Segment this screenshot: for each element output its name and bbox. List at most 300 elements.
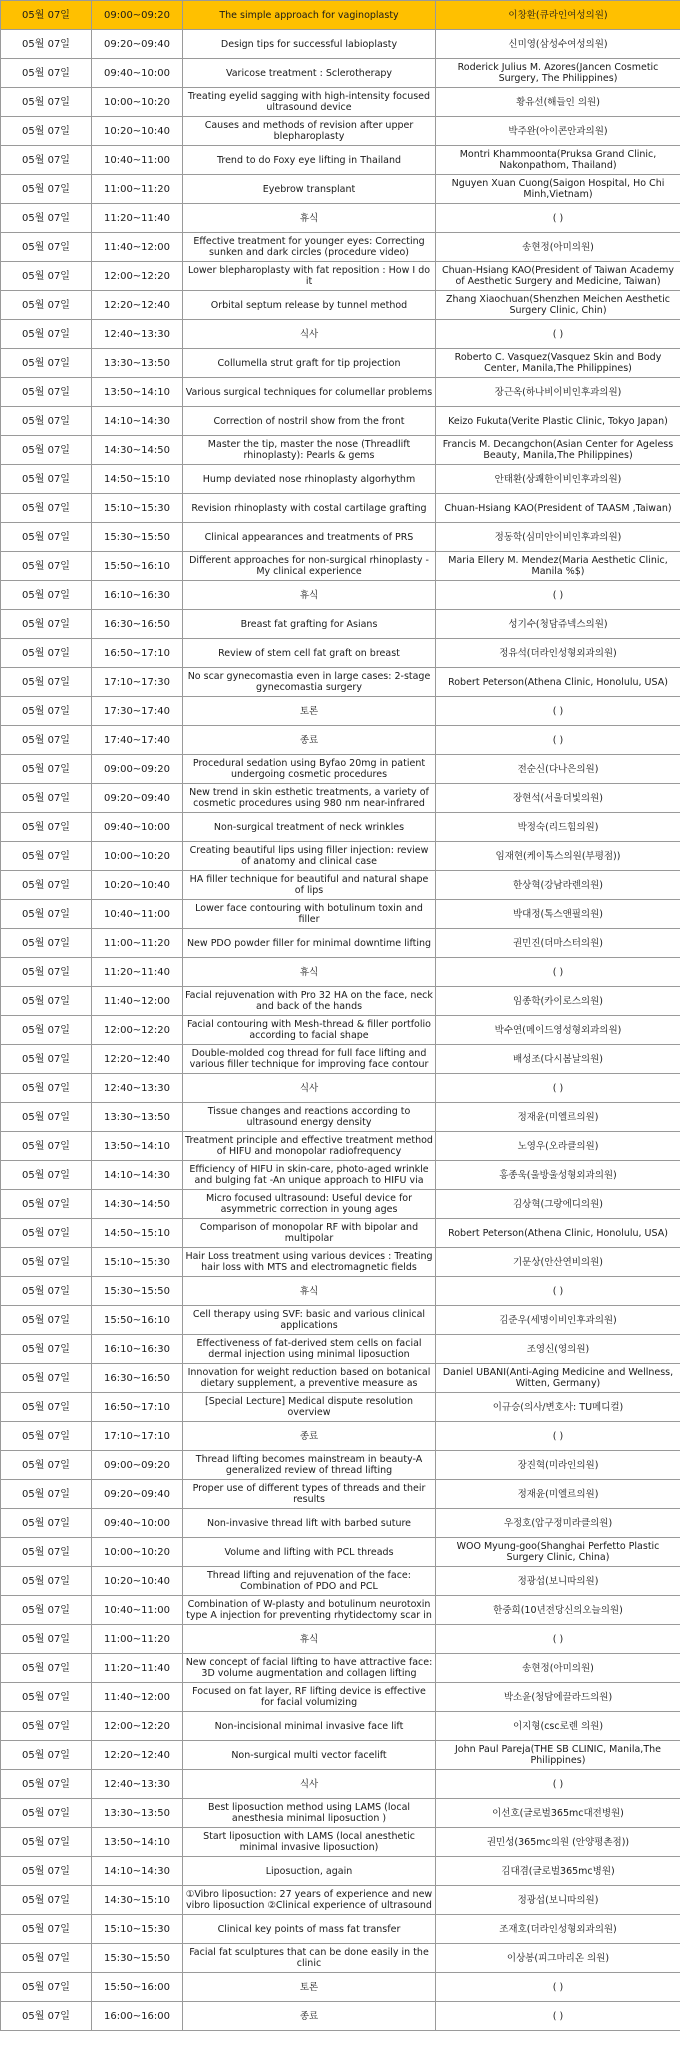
table-row — [1, 1944, 680, 1973]
date-cell: 05월 07일 — [1, 1219, 92, 1248]
date-cell: 05월 07일 — [1, 523, 92, 552]
title-cell: 종료 — [183, 2002, 436, 2031]
speaker-cell: Robert Peterson(Athena Clinic, Honolulu, USA) — [436, 1219, 680, 1248]
speaker-cell: Keizo Fukuta(Verite Plastic Clinic, Tokyo Japan) — [436, 407, 680, 436]
table-row — [1, 1161, 680, 1190]
table-row — [1, 900, 680, 929]
time-cell: 14:30~14:50 — [92, 1190, 183, 1219]
speaker-cell: ( ) — [436, 726, 680, 755]
table-row — [1, 291, 680, 320]
speaker-cell: 이상봉(피그마리온 의원) — [436, 1944, 680, 1973]
title-cell: ①Vibro liposuction: 27 years of experience and new vibro liposuction ②Clinical experience of ultrasound — [183, 1886, 436, 1915]
date-cell: 05월 07일 — [1, 1944, 92, 1973]
table-row — [1, 581, 680, 610]
date-cell: 05월 07일 — [1, 436, 92, 465]
date-cell: 05월 07일 — [1, 1016, 92, 1045]
speaker-cell: 박대정(톡스앤필의원) — [436, 900, 680, 929]
title-cell: New PDO powder filler for minimal downtime lifting — [183, 929, 436, 958]
title-cell: Comparison of monopolar RF with bipolar and multipolar — [183, 1219, 436, 1248]
date-cell: 05월 07일 — [1, 1538, 92, 1567]
time-cell: 15:50~16:00 — [92, 1973, 183, 2002]
date-cell: 05월 07일 — [1, 465, 92, 494]
time-cell: 15:30~15:50 — [92, 1277, 183, 1306]
time-cell: 13:50~14:10 — [92, 1132, 183, 1161]
time-cell: 16:10~16:30 — [92, 581, 183, 610]
speaker-cell: John Paul Pareja(THE SB CLINIC, Manila,The Philippines) — [436, 1741, 680, 1770]
title-cell: Orbital septum release by tunnel method — [183, 291, 436, 320]
date-cell: 05월 07일 — [1, 1393, 92, 1422]
speaker-cell: 장진혁(미라인의원) — [436, 1451, 680, 1480]
time-cell: 11:00~11:20 — [92, 1625, 183, 1654]
title-cell: Efficiency of HIFU in skin-care, photo-aged wrinkle and bulging fat -An unique approach to HIFU via — [183, 1161, 436, 1190]
date-cell: 05월 07일 — [1, 1857, 92, 1886]
table-row — [1, 639, 680, 668]
table-row — [1, 320, 680, 349]
date-cell: 05월 07일 — [1, 1161, 92, 1190]
date-cell: 05월 07일 — [1, 1683, 92, 1712]
time-cell: 17:10~17:10 — [92, 1422, 183, 1451]
time-cell: 09:00~09:20 — [92, 1451, 183, 1480]
speaker-cell: 이지형(csc로렌 의원) — [436, 1712, 680, 1741]
speaker-cell: 기문상(안산연비의원) — [436, 1248, 680, 1277]
speaker-cell: 박소윤(청담에끌라드의원) — [436, 1683, 680, 1712]
table-row — [1, 233, 680, 262]
title-cell: Proper use of different types of threads and their results — [183, 1480, 436, 1509]
date-cell: 05월 07일 — [1, 958, 92, 987]
speaker-cell: 박주완(아이콘안과의원) — [436, 117, 680, 146]
speaker-cell: Daniel UBANI(Anti-Aging Medicine and Wellness, Witten, Germany) — [436, 1364, 680, 1393]
time-cell: 11:00~11:20 — [92, 175, 183, 204]
table-row — [1, 175, 680, 204]
time-cell: 12:40~13:30 — [92, 1770, 183, 1799]
time-cell: 11:00~11:20 — [92, 929, 183, 958]
speaker-cell: 김상혁(그랑에디의원) — [436, 1190, 680, 1219]
date-cell: 05월 07일 — [1, 813, 92, 842]
date-cell: 05월 07일 — [1, 1132, 92, 1161]
time-cell: 13:30~13:50 — [92, 1799, 183, 1828]
table-row — [1, 929, 680, 958]
table-row — [1, 668, 680, 697]
time-cell: 12:20~12:40 — [92, 1045, 183, 1074]
title-cell: HA filler technique for beautiful and natural shape of lips — [183, 871, 436, 900]
table-row — [1, 1103, 680, 1132]
time-cell: 16:30~16:50 — [92, 610, 183, 639]
table-row — [1, 1045, 680, 1074]
table-row — [1, 1857, 680, 1886]
time-cell: 09:00~09:20 — [92, 755, 183, 784]
date-cell: 05월 07일 — [1, 2002, 92, 2031]
table-row — [1, 1712, 680, 1741]
speaker-cell: 송현정(아미의원) — [436, 233, 680, 262]
time-cell: 09:00~09:20 — [92, 1, 183, 30]
speaker-cell: Roderick Julius M. Azores(Jancen Cosmetic Surgery, The Philippines) — [436, 59, 680, 88]
title-cell: Review of stem cell fat graft on breast — [183, 639, 436, 668]
date-cell: 05월 07일 — [1, 1915, 92, 1944]
date-cell: 05월 07일 — [1, 117, 92, 146]
table-row — [1, 784, 680, 813]
table-row — [1, 1973, 680, 2002]
date-cell: 05월 07일 — [1, 175, 92, 204]
table-row — [1, 1596, 680, 1625]
title-cell: Hair Loss treatment using various devices : Treating hair loss with MTS and electromagnetic fields — [183, 1248, 436, 1277]
speaker-cell: ( ) — [436, 958, 680, 987]
date-cell: 05월 07일 — [1, 784, 92, 813]
date-cell: 05월 07일 — [1, 581, 92, 610]
date-cell: 05월 07일 — [1, 552, 92, 581]
time-cell: 09:40~10:00 — [92, 1509, 183, 1538]
title-cell: Facial rejuvenation with Pro 32 HA on the face, neck and back of the hands — [183, 987, 436, 1016]
title-cell: Effectiveness of fat-derived stem cells on facial dermal injection using minimal liposuction — [183, 1335, 436, 1364]
date-cell: 05월 07일 — [1, 1422, 92, 1451]
speaker-cell: 김준우(세명이비인후과의원) — [436, 1306, 680, 1335]
speaker-cell: WOO Myung-goo(Shanghai Perfetto Plastic Surgery Clinic, China) — [436, 1538, 680, 1567]
speaker-cell: 한중희(10년전당신의오늘의원) — [436, 1596, 680, 1625]
speaker-cell: 이규승(의사/변호사: TU메디컬) — [436, 1393, 680, 1422]
table-row — [1, 1219, 680, 1248]
table-row — [1, 1451, 680, 1480]
title-cell: 휴식 — [183, 581, 436, 610]
time-cell: 13:30~13:50 — [92, 349, 183, 378]
speaker-cell: 홍종욱(울방울성형외과의원) — [436, 1161, 680, 1190]
date-cell: 05월 07일 — [1, 1625, 92, 1654]
time-cell: 15:30~15:50 — [92, 1944, 183, 1973]
date-cell: 05월 07일 — [1, 900, 92, 929]
title-cell: 식사 — [183, 1074, 436, 1103]
table-row — [1, 407, 680, 436]
table-row — [1, 30, 680, 59]
speaker-cell: 안태환(상쾌한이비인후과의원) — [436, 465, 680, 494]
time-cell: 14:30~15:10 — [92, 1886, 183, 1915]
date-cell: 05월 07일 — [1, 88, 92, 117]
speaker-cell: 임재현(케이톡스의원(부평점)) — [436, 842, 680, 871]
date-cell: 05월 07일 — [1, 1451, 92, 1480]
table-row — [1, 465, 680, 494]
time-cell: 17:30~17:40 — [92, 697, 183, 726]
time-cell: 13:30~13:50 — [92, 1103, 183, 1132]
title-cell: Effective treatment for younger eyes: Correcting sunken and dark circles (procedure video) — [183, 233, 436, 262]
date-cell: 05월 07일 — [1, 639, 92, 668]
table-row — [1, 1509, 680, 1538]
time-cell: 14:10~14:30 — [92, 1161, 183, 1190]
date-cell: 05월 07일 — [1, 204, 92, 233]
speaker-cell: 우정호(압구정미라클의원) — [436, 1509, 680, 1538]
date-cell: 05월 07일 — [1, 668, 92, 697]
title-cell: Volume and lifting with PCL threads — [183, 1538, 436, 1567]
table-row — [1, 552, 680, 581]
time-cell: 11:20~11:40 — [92, 1654, 183, 1683]
time-cell: 10:40~11:00 — [92, 1596, 183, 1625]
speaker-cell: ( ) — [436, 320, 680, 349]
time-cell: 12:00~12:20 — [92, 1016, 183, 1045]
title-cell: Non-surgical multi vector facelift — [183, 1741, 436, 1770]
title-cell: Eyebrow transplant — [183, 175, 436, 204]
date-cell: 05월 07일 — [1, 233, 92, 262]
time-cell: 12:00~12:20 — [92, 262, 183, 291]
title-cell: 종료 — [183, 726, 436, 755]
speaker-cell: 정광섭(보니따의원) — [436, 1567, 680, 1596]
title-cell: Lower blepharoplasty with fat reposition : How I do it — [183, 262, 436, 291]
table-row — [1, 262, 680, 291]
time-cell: 10:40~11:00 — [92, 146, 183, 175]
title-cell: 휴식 — [183, 1277, 436, 1306]
title-cell: Breast fat grafting for Asians — [183, 610, 436, 639]
title-cell: 식사 — [183, 1770, 436, 1799]
time-cell: 09:40~10:00 — [92, 59, 183, 88]
time-cell: 17:10~17:30 — [92, 668, 183, 697]
title-cell: 휴식 — [183, 958, 436, 987]
time-cell: 14:10~14:30 — [92, 1857, 183, 1886]
speaker-cell: 정유석(더라인성형외과의원) — [436, 639, 680, 668]
time-cell: 15:50~16:10 — [92, 552, 183, 581]
table-row — [1, 1683, 680, 1712]
title-cell: Best liposuction method using LAMS (local anesthesia minimal liposuction ) — [183, 1799, 436, 1828]
time-cell: 10:00~10:20 — [92, 1538, 183, 1567]
speaker-cell: 조영신(영의원) — [436, 1335, 680, 1364]
date-cell: 05월 07일 — [1, 842, 92, 871]
time-cell: 14:10~14:30 — [92, 407, 183, 436]
time-cell: 10:20~10:40 — [92, 117, 183, 146]
table-row — [1, 1335, 680, 1364]
date-cell: 05월 07일 — [1, 987, 92, 1016]
speaker-cell: 김대겸(글로벌365mc병원) — [436, 1857, 680, 1886]
time-cell: 09:20~09:40 — [92, 1480, 183, 1509]
table-row — [1, 1364, 680, 1393]
table-row — [1, 1654, 680, 1683]
date-cell: 05월 07일 — [1, 1770, 92, 1799]
date-cell: 05월 07일 — [1, 1248, 92, 1277]
table-row — [1, 117, 680, 146]
table-row — [1, 59, 680, 88]
speaker-cell: 노영우(오라클의원) — [436, 1132, 680, 1161]
table-row — [1, 1799, 680, 1828]
speaker-cell: ( ) — [436, 1422, 680, 1451]
speaker-cell: 권민성(365mc의원 (안양평촌점)) — [436, 1828, 680, 1857]
title-cell: Various surgical techniques for columellar problems — [183, 378, 436, 407]
time-cell: 16:00~16:00 — [92, 2002, 183, 2031]
title-cell: Revision rhinoplasty with costal cartilage grafting — [183, 494, 436, 523]
schedule-body — [1, 1, 680, 2031]
date-cell: 05월 07일 — [1, 929, 92, 958]
speaker-cell: 전순신(다나은의원) — [436, 755, 680, 784]
speaker-cell: ( ) — [436, 1770, 680, 1799]
speaker-cell: Maria Ellery M. Mendez(Maria Aesthetic Clinic, Manila %$) — [436, 552, 680, 581]
speaker-cell: Chuan-Hsiang KAO(President of Taiwan Academy of Aesthetic Surgery and Medicine, Taiwan) — [436, 262, 680, 291]
table-row — [1, 1393, 680, 1422]
table-row — [1, 1886, 680, 1915]
table-row — [1, 1741, 680, 1770]
time-cell: 15:30~15:50 — [92, 523, 183, 552]
speaker-cell: 이창환(큐라인여성의원) — [436, 1, 680, 30]
table-row — [1, 1915, 680, 1944]
date-cell: 05월 07일 — [1, 610, 92, 639]
title-cell: Treating eyelid sagging with high-intensity focused ultrasound device — [183, 88, 436, 117]
time-cell: 11:40~12:00 — [92, 987, 183, 1016]
time-cell: 16:10~16:30 — [92, 1335, 183, 1364]
speaker-cell: ( ) — [436, 1074, 680, 1103]
title-cell: Thread lifting becomes mainstream in beauty-A generalized review of thread lifting — [183, 1451, 436, 1480]
title-cell: Clinical appearances and treatments of PRS — [183, 523, 436, 552]
time-cell: 09:20~09:40 — [92, 30, 183, 59]
date-cell: 05월 07일 — [1, 146, 92, 175]
title-cell: Combination of W-plasty and botulinum neurotoxin type A injection for preventing rhytidectomy scar in — [183, 1596, 436, 1625]
title-cell: Master the tip, master the nose (Threadlift rhinoplasty): Pearls & gems — [183, 436, 436, 465]
speaker-cell: ( ) — [436, 1973, 680, 2002]
time-cell: 11:40~12:00 — [92, 1683, 183, 1712]
date-cell: 05월 07일 — [1, 755, 92, 784]
time-cell: 13:50~14:10 — [92, 378, 183, 407]
title-cell: Hump deviated nose rhinoplasty algorhythm — [183, 465, 436, 494]
title-cell: Procedural sedation using Byfao 20mg in patient undergoing cosmetic procedures — [183, 755, 436, 784]
time-cell: 10:40~11:00 — [92, 900, 183, 929]
speaker-cell: 한상혁(강남라렌의원) — [436, 871, 680, 900]
date-cell: 05월 07일 — [1, 494, 92, 523]
speaker-cell: 임종학(카이로스의원) — [436, 987, 680, 1016]
date-cell: 05월 07일 — [1, 349, 92, 378]
time-cell: 16:50~17:10 — [92, 1393, 183, 1422]
date-cell: 05월 07일 — [1, 1074, 92, 1103]
date-cell: 05월 07일 — [1, 1828, 92, 1857]
table-row — [1, 1277, 680, 1306]
date-cell: 05월 07일 — [1, 1190, 92, 1219]
table-row — [1, 842, 680, 871]
speaker-cell: ( ) — [436, 697, 680, 726]
date-cell: 05월 07일 — [1, 407, 92, 436]
speaker-cell: 정광섭(보니따의원) — [436, 1886, 680, 1915]
speaker-cell: ( ) — [436, 1625, 680, 1654]
speaker-cell: 권민진(더마스터의원) — [436, 929, 680, 958]
date-cell: 05월 07일 — [1, 726, 92, 755]
table-row — [1, 755, 680, 784]
title-cell: Tissue changes and reactions according to ultrasound energy density — [183, 1103, 436, 1132]
table-row — [1, 958, 680, 987]
title-cell: New concept of facial lifting to have attractive face: 3D volume augmentation and collagen lifting — [183, 1654, 436, 1683]
time-cell: 10:20~10:40 — [92, 1567, 183, 1596]
date-cell: 05월 07일 — [1, 1509, 92, 1538]
title-cell: Double-molded cog thread for full face lifting and various filler technique for improving face contour — [183, 1045, 436, 1074]
date-cell: 05월 07일 — [1, 871, 92, 900]
speaker-cell: Montri Khammoonta(Pruksa Grand Clinic, Nakonpathom, Thailand) — [436, 146, 680, 175]
title-cell: Varicose treatment : Sclerotherapy — [183, 59, 436, 88]
table-row — [1, 1248, 680, 1277]
table-row — [1, 1828, 680, 1857]
time-cell: 12:40~13:30 — [92, 1074, 183, 1103]
date-cell: 05월 07일 — [1, 1741, 92, 1770]
time-cell: 14:50~15:10 — [92, 1219, 183, 1248]
speaker-cell: ( ) — [436, 581, 680, 610]
table-row — [1, 987, 680, 1016]
table-row — [1, 1, 680, 30]
speaker-cell: 박정숙(리드힘의원) — [436, 813, 680, 842]
date-cell: 05월 07일 — [1, 1886, 92, 1915]
title-cell: Clinical key points of mass fat transfer — [183, 1915, 436, 1944]
table-row — [1, 2002, 680, 2031]
title-cell: Liposuction, again — [183, 1857, 436, 1886]
date-cell: 05월 07일 — [1, 697, 92, 726]
date-cell: 05월 07일 — [1, 291, 92, 320]
date-cell: 05월 07일 — [1, 1045, 92, 1074]
title-cell: 휴식 — [183, 204, 436, 233]
speaker-cell: 장근옥(하나비이비인후과의원) — [436, 378, 680, 407]
speaker-cell: 송현정(아미의원) — [436, 1654, 680, 1683]
date-cell: 05월 07일 — [1, 378, 92, 407]
title-cell: Causes and methods of revision after upper blepharoplasty — [183, 117, 436, 146]
title-cell: Focused on fat layer, RF lifting device is effective for facial volumizing — [183, 1683, 436, 1712]
speaker-cell: 이선호(글로벌365mc대전병원) — [436, 1799, 680, 1828]
time-cell: 11:20~11:40 — [92, 204, 183, 233]
time-cell: 17:40~17:40 — [92, 726, 183, 755]
speaker-cell: 정동학(심미안이비인후과의원) — [436, 523, 680, 552]
time-cell: 10:00~10:20 — [92, 842, 183, 871]
title-cell: 휴식 — [183, 1625, 436, 1654]
time-cell: 15:50~16:10 — [92, 1306, 183, 1335]
date-cell: 05월 07일 — [1, 1306, 92, 1335]
table-row — [1, 146, 680, 175]
table-row — [1, 1480, 680, 1509]
time-cell: 10:20~10:40 — [92, 871, 183, 900]
title-cell: Lower face contouring with botulinum toxin and filler — [183, 900, 436, 929]
date-cell: 05월 07일 — [1, 1480, 92, 1509]
date-cell: 05월 07일 — [1, 1799, 92, 1828]
date-cell: 05월 07일 — [1, 59, 92, 88]
speaker-cell: ( ) — [436, 2002, 680, 2031]
time-cell: 14:50~15:10 — [92, 465, 183, 494]
table-row — [1, 1074, 680, 1103]
title-cell: Different approaches for non-surgical rhinoplasty - My clinical experience — [183, 552, 436, 581]
title-cell: Non-invasive thread lift with barbed suture — [183, 1509, 436, 1538]
title-cell: Design tips for successful labioplasty — [183, 30, 436, 59]
time-cell: 12:00~12:20 — [92, 1712, 183, 1741]
title-cell: 토론 — [183, 697, 436, 726]
table-row — [1, 610, 680, 639]
title-cell: Facial contouring with Mesh-thread & filler portfolio according to facial shape — [183, 1016, 436, 1045]
time-cell: 15:10~15:30 — [92, 1248, 183, 1277]
date-cell: 05월 07일 — [1, 1, 92, 30]
time-cell: 12:20~12:40 — [92, 1741, 183, 1770]
time-cell: 11:40~12:00 — [92, 233, 183, 262]
table-row — [1, 1625, 680, 1654]
date-cell: 05월 07일 — [1, 1973, 92, 2002]
title-cell: Innovation for weight reduction based on botanical dietary supplement, a preventive measure as — [183, 1364, 436, 1393]
time-cell: 12:40~13:30 — [92, 320, 183, 349]
title-cell: Non-surgical treatment of neck wrinkles — [183, 813, 436, 842]
table-row — [1, 523, 680, 552]
table-row — [1, 1538, 680, 1567]
speaker-cell: ( ) — [436, 1277, 680, 1306]
time-cell: 10:00~10:20 — [92, 88, 183, 117]
title-cell: 토론 — [183, 1973, 436, 2002]
time-cell: 15:10~15:30 — [92, 1915, 183, 1944]
title-cell: Treatment principle and effective treatment method of HIFU and monopolar radiofrequency — [183, 1132, 436, 1161]
date-cell: 05월 07일 — [1, 1364, 92, 1393]
speaker-cell: Roberto C. Vasquez(Vasquez Skin and Body Center, Manila,The Philippines) — [436, 349, 680, 378]
date-cell: 05월 07일 — [1, 320, 92, 349]
time-cell: 16:50~17:10 — [92, 639, 183, 668]
speaker-cell: Chuan-Hsiang KAO(President of TAASM ,Taiwan) — [436, 494, 680, 523]
table-row — [1, 349, 680, 378]
speaker-cell: Zhang Xiaochuan(Shenzhen Meichen Aesthetic Surgery Clinic, Chin) — [436, 291, 680, 320]
speaker-cell: 정재윤(미엘르의원) — [436, 1103, 680, 1132]
time-cell: 14:30~14:50 — [92, 436, 183, 465]
title-cell: New trend in skin esthetic treatments, a variety of cosmetic procedures using 980 nm near-infrared — [183, 784, 436, 813]
date-cell: 05월 07일 — [1, 262, 92, 291]
title-cell: Non-incisional minimal invasive face lift — [183, 1712, 436, 1741]
table-row — [1, 726, 680, 755]
date-cell: 05월 07일 — [1, 1712, 92, 1741]
title-cell: Facial fat sculptures that can be done easily in the clinic — [183, 1944, 436, 1973]
speaker-cell: 황유선(해들인 의원) — [436, 88, 680, 117]
table-row — [1, 436, 680, 465]
time-cell: 13:50~14:10 — [92, 1828, 183, 1857]
